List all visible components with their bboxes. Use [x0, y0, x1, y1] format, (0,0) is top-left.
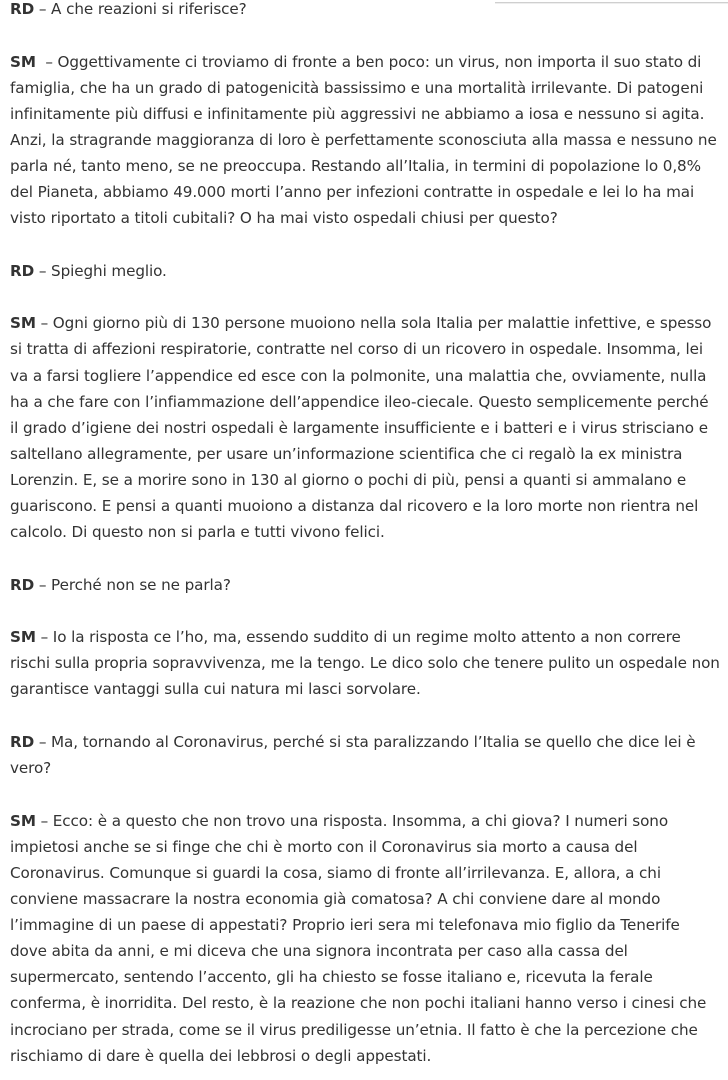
interview-article — [10, 0, 720, 1069]
paragraph-text: – Ma, tornando al Coronavirus, perché si sta paralizzando l’Italia se quello che dice lei è vero? — [10, 733, 696, 778]
paragraph-text: – Oggettivamente ci troviamo di fronte a ben poco: un virus, non importa il suo stato di famiglia, che ha un grado di patogenicità bassissimo e una mortalità irrilevante. Di patogeni infinitamente più diffusi e infinitamente più aggressivi ne abbiamo a iosa e nessuno si agita. Anzi, la stragrande maggioranza di loro è perfettamente sconosciuta alla massa e nessuno ne parla né, tanto meno, se ne preoccupa. Restando all’Italia, in termini di popolazione lo 0,8% del Pianeta, abbiamo 49.000 morti l’anno per infezioni contratte in ospedale e lei lo ha mai visto riportato a titoli cubitali? O ha mai visto ospedali chiusi per questo? — [10, 52, 722, 228]
paragraph-text: – Ogni giorno più di 130 persone muoiono nella sola Italia per malattie infettive, e spesso si tratta di affezioni respiratorie, contratte nel corso di un ricovero in ospedale. Insomma, lei va a farsi togliere l’appendice ed esce con la polmonite, una malattia che, ovviamente, nulla ha a che fare con l’infiammazione dell’appendice ileo-ciecale. Questo semplicemente perché il grado d’igiene dei nostri ospedali è largamente insufficiente e i batteri e i virus strisciano e saltellano allegramente, per usare un’informazione scientifica che ci regalò la ex ministra Lorenzin. E, se a morire sono in 130 al giorno o pochi di più, pensi a quanti si ammalano e guariscono. E pensi a quanti muoiono a distanza dal ricovero e la loro morte non rientra nel calcolo. Di questo non si parla e tutti vivono felici. — [10, 314, 712, 542]
speaker-label: RD — [10, 0, 35, 18]
speaker-label: SM — [10, 628, 36, 647]
paragraph-answer — [10, 310, 720, 545]
paragraph-question — [10, 572, 720, 598]
paragraph-text: – Ecco: è a questo che non trovo una risposta. Insomma, a chi giova? I numeri sono impietosi anche se si finge che chi è morto con il Coronavirus sia morto a causa del Coronavirus. Comunque si guardi la cosa, siamo di fronte all’irrilevanza. E, allora, a chi conviene massacrare la nostra economia già comatosa? A chi conviene dare al mondo l’immagine di un paese di appestati? Proprio ieri sera mi telefonava mio figlio da Tenerife dove abita da anni, e mi diceva che una signora incontrata per caso alla cassa del supermercato, sentendo l’accento, gli ha chiesto se fosse italiano e, ricevuta la ferale conferma, è inorridita. Del resto, è la reazione che non pochi italiani hanno verso i cinesi che incrociano per strada, come se il virus prediligesse un’etnia. Il fatto è che la percezione che rischiamo di dare è quella dei lebbrosi o degli appestati. — [10, 811, 707, 1065]
paragraph-text: – A che reazioni si riferisce? — [34, 0, 247, 18]
speaker-label: RD — [10, 733, 35, 752]
paragraph-answer — [10, 808, 720, 1069]
paragraph-question — [10, 258, 720, 284]
paragraph-answer — [10, 624, 720, 702]
paragraph-question — [10, 729, 720, 781]
speaker-label: RD — [10, 575, 35, 594]
paragraph-text: – Spieghi meglio. — [34, 261, 167, 280]
paragraph-text: – Io la risposta ce l’ho, ma, essendo suddito di un regime molto attento a non correre rischi sulla propria sopravvivenza, me la tengo. Le dico solo che tenere pulito un ospedale non garantisce vantaggi sulla cui natura mi lasci sorvolare. — [10, 628, 720, 699]
paragraph-answer — [10, 49, 720, 232]
speaker-label: SM — [10, 811, 36, 830]
speaker-label: SM — [10, 52, 36, 71]
speaker-label: SM — [10, 314, 36, 333]
speaker-label: RD — [10, 261, 35, 280]
paragraph-question — [10, 0, 720, 22]
paragraph-text: – Perché non se ne parla? — [34, 575, 231, 594]
